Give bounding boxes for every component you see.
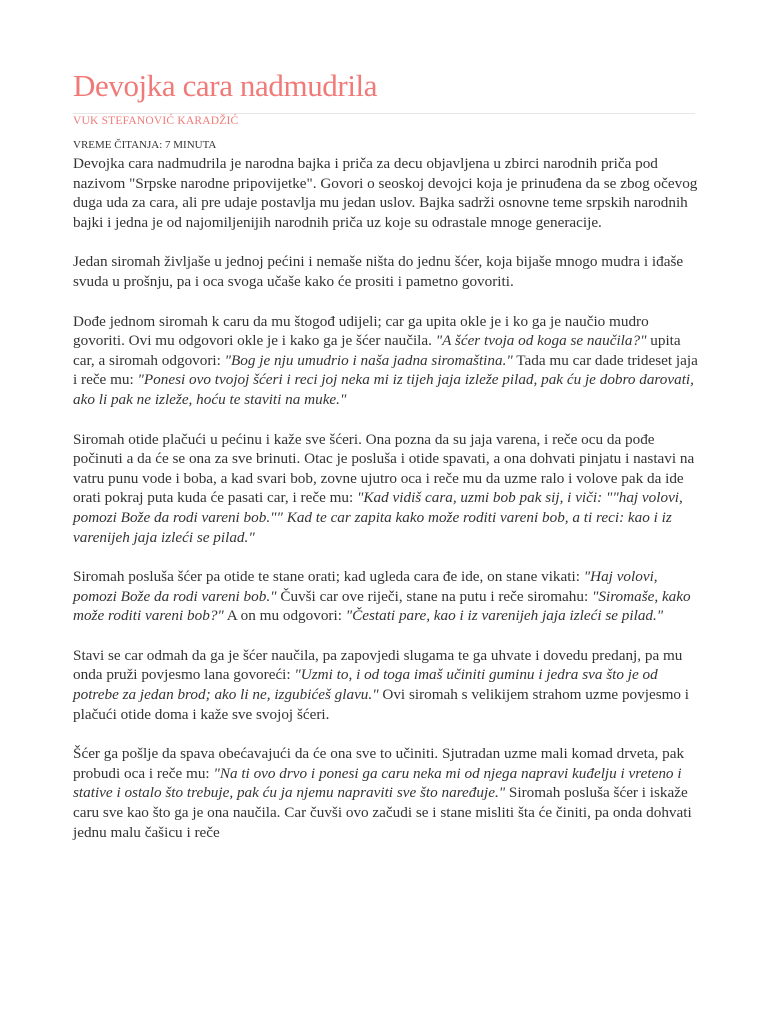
paragraph-text: Siromah posluša šćer i iskaže caru sve kao što ga je ona naučila. Car čuvši ovo začudi se i stane misliti šta će činiti, pa onda dohvati jednu malu čašicu i reče — [73, 784, 692, 841]
paragraph-text: Siromah otide plačući u pećinu i kaže sve šćeri. Ona pozna da su jaja varena, i reče ocu da pođe počinuti a da će se ona za sve brinuti. Otac je posluša i otide spavati, a ona dohvati pinjatu i nastavi na vatru punu vode i boba, a kad svari bob, zovne ujutro oca i reče mu da uzme ralo i volove pak da ide orati pokraj puta kuda će pasati car, i reče mu: — [73, 430, 695, 507]
paragraph-text: upita car, a siromah odgovori: — [73, 332, 681, 369]
reading-time — [73, 139, 216, 151]
article-paragraph — [73, 252, 698, 291]
quoted-speech: "Ponesi ovo tvojoj šćeri i reci joj neka mi iz tijeh jaja izleže pilad, pak ću je dobro darovati, ako li pak ne izleže, hoću te staviti na muke." — [73, 371, 694, 408]
quoted-speech: "Siromaše, kako može roditi vareni bob?" — [73, 587, 691, 625]
paragraph-text: Jedan siromah življaše u jednoj pećini i nemaše ništa do jednu šćer, koja bijaše mnogo mudra i iđaše svuda u prošnju, pa i oca svoga učaše kako će prositi i pametno govoriti. — [73, 253, 684, 290]
paragraph-text: Stavi se car odmah da ga je šćer naučila, pa zapovjedi slugama te ga uhvate i dovedu predanj, pa mu onda pruži povjesmo lana govoreći: — [73, 646, 683, 684]
article-title: Devojka cara nadmudrila — [73, 68, 378, 103]
quoted-speech: "Uzmi to, i od toga imaš učiniti guminu i jedra sva što je od potrebe za jedan brod; ako li ne, izgubićeš glavu." — [73, 666, 658, 704]
article-body — [73, 154, 698, 842]
paragraph-text: A on mu odgovori: — [223, 607, 346, 625]
quoted-speech: "Čestati pare, kao i iz varenijeh jaja izleći se pilad." — [345, 607, 664, 625]
article-paragraph — [73, 646, 698, 724]
quoted-speech: "Bog je nju umudrio i naša jadna siromaština." — [224, 351, 513, 369]
article-paragraph — [73, 430, 698, 548]
article-paragraph — [73, 744, 698, 842]
article-paragraph — [73, 154, 698, 232]
paragraph-text: Tada mu car dade trideset jaja i reče mu: — [73, 351, 698, 389]
article-paragraph — [73, 567, 698, 626]
paragraph-text: Devojka cara nadmudrila je narodna bajka i priča za decu objavljena u zbirci narodnih priča pod nazivom "Srpske narodne pripovijetke". Govori o seoskoj devojci koja je prinuđena da se zbog očevog duga uda za cara, ali pre udaje postavlja mu jedan uslov. Bajka sadrži osnovne teme srpskih narodnih bajki i jedna je od najomiljenijih narodnih priča uz koje su odrastale mnoge generacije. — [73, 155, 698, 231]
quoted-speech: "Haj volovi, pomozi Bože da rodi vareni bob." — [73, 568, 658, 605]
paragraph-text: Čuvši car ove riječi, stane na putu i reče siromahu: — [276, 587, 592, 605]
quoted-speech: "A šćer tvoja od koga se naučila?" — [435, 332, 647, 350]
paragraph-text: Dođe jednom siromah k caru da mu štogođ udijeli; car ga upita okle je i ko ga je naučio mudro govoriti. Ovi mu odgovori okle je i kako ga je šćer naučila. — [73, 312, 649, 350]
article-paragraph — [73, 312, 698, 410]
paragraph-text: Šćer ga pošlje da spava obećavajući da će ona sve to učiniti. Sjutradan uzme mali komad drveta, pak probudi oca i reče mu: — [73, 745, 685, 782]
article-author[interactable]: VUK STEFANOVIĆ KARADŽIĆ — [73, 115, 239, 127]
quoted-speech: "Na ti ovo drvo i ponesi ga caru neka mi od njega napravi kuđelju i vreteno i stative i ostalo što trebuje, pak ću ja njemu napraviti sve što naređuje." — [73, 764, 682, 802]
paragraph-text: Ovi siromah s velikijem strahom uzme povjesmo i plačući otide doma i kaže sve svojoj šćeri. — [73, 686, 690, 723]
paragraph-text: Siromah posluša šćer pa otide te stane orati; kad ugleda cara đe ide, on stane vikati: — [73, 568, 584, 586]
reading-time-label: VREME ČITANJA: 7 MINUTA — [73, 139, 217, 151]
title-divider — [73, 113, 695, 114]
quoted-speech: "Kad vidiš cara, uzmi bob pak sij, i viči: ""haj volovi, pomozi Bože da rodi vareni bob."" Kad te car zapita kako može roditi vareni bob, a ti reci: kao i iz varenijeh jaja izleći se pilad." — [73, 489, 683, 546]
